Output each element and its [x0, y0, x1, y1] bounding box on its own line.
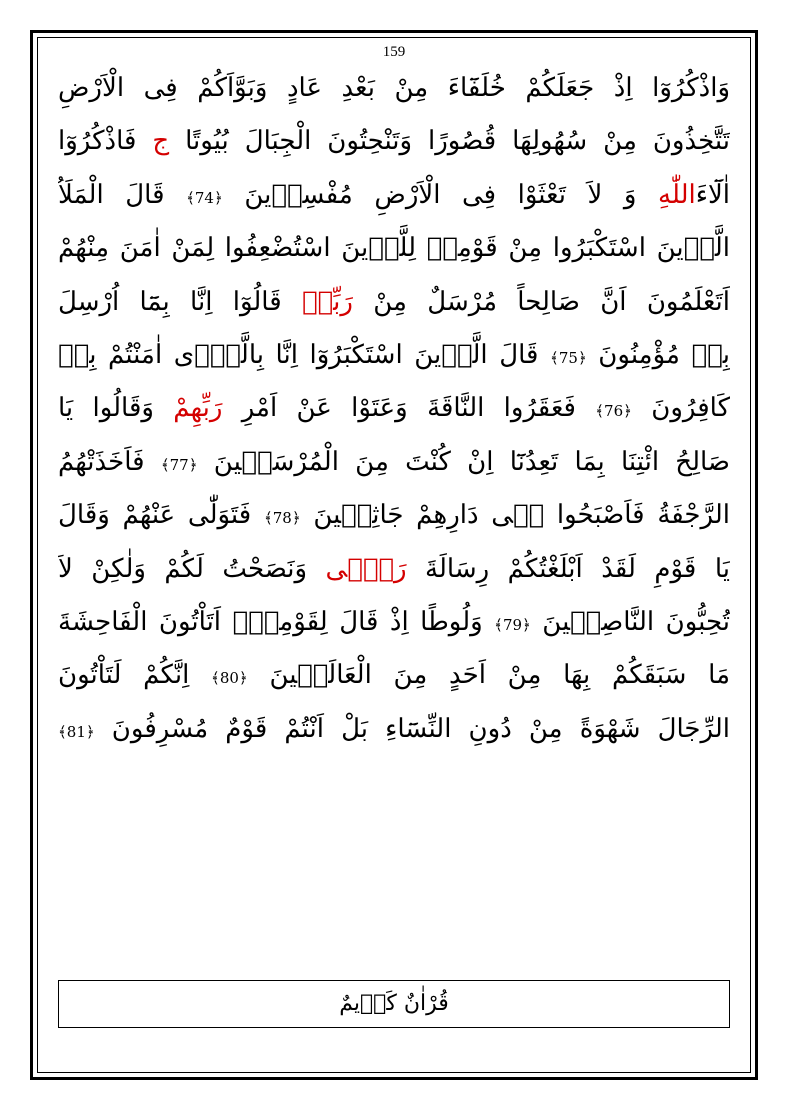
highlighted-word: ج: [136, 126, 186, 157]
verse-line: [58, 436, 730, 489]
footer-title: قُرْاٰنٌ كَرٖيمٌ: [339, 991, 449, 1016]
footer-box: [58, 980, 730, 1028]
verse-line: [58, 596, 730, 649]
verse-segment: قَالَ الَّذٖينَ اسْتَكْبَرُوٓا اِنَّا بِالَّذٖٓى اٰمَنْتُمْ بِهٖ: [58, 339, 551, 370]
verse-text-block: [58, 62, 730, 756]
verse-segment: يَا قَوْمِ لَقَدْ اَبْلَغْتُكُمْ رِسَالَةَ: [406, 553, 730, 584]
verse-segment: بِهٖ مُؤْمِنُونَ: [586, 339, 730, 370]
verse-segment: تُحِبُّونَ النَّاصِحٖينَ: [530, 606, 730, 637]
highlighted-word: رَبِّهٖ: [301, 286, 353, 317]
verse-segment: فَاَخَذَتْهُمُ: [58, 446, 161, 477]
verse-number-mark: ﴿77﴾: [160, 455, 198, 474]
verse-number-mark: ﴿76﴾: [595, 402, 632, 421]
verse-line: [58, 543, 730, 596]
verse-segment: فَعَقَرُوا النَّاقَةَ وَعَتَوْا عَنْ اَمْرِ: [222, 393, 596, 424]
verse-number-mark: ﴿79﴾: [494, 615, 531, 634]
highlighted-word: اللّٰهِ: [658, 179, 696, 210]
verse-line: [58, 169, 730, 222]
verse-line: [58, 222, 730, 275]
verse-segment: الرِّجَالَ شَهْوَةً مِنْ دُونِ النِّسَٓاءِ بَلْ اَنْتُمْ قَوْمٌ مُسْرِفُونَ: [94, 713, 730, 744]
verse-line: [58, 703, 730, 756]
verse-line: [58, 382, 730, 435]
verse-line: [58, 62, 730, 115]
verse-line: [58, 489, 730, 542]
verse-segment: فَاذْكُرُوٓا: [58, 126, 137, 157]
verse-segment: مَا سَبَقَكُمْ بِهَا مِنْ اَحَدٍ مِنَ الْعَالَمٖينَ: [247, 660, 730, 691]
verse-segment: تَتَّخِذُونَ مِنْ سُهُولِهَا قُصُورًا وَتَنْحِتُونَ الْجِبَالَ بُيُوتًا: [185, 126, 730, 157]
verse-line: [58, 649, 730, 702]
verse-segment: صَالِحُ ائْتِنَا بِمَا تَعِدُنَٓا اِنْ كُنْتَ مِنَ الْمُرْسَلٖينَ: [197, 446, 730, 477]
verse-segment: وَقَالُوا يَا: [58, 393, 174, 424]
verse-number-mark: ﴿78﴾: [263, 509, 301, 528]
verse-number-mark: ﴿81﴾: [58, 722, 95, 741]
verse-number-mark: ﴿74﴾: [186, 188, 223, 207]
verse-number-mark: ﴿75﴾: [550, 348, 587, 367]
verse-number-mark: ﴿80﴾: [211, 669, 248, 688]
highlighted-word: رَبّٖى: [325, 553, 407, 584]
verse-segment: الرَّجْفَةُ فَاَصْبَحُوا فٖى دَارِهِمْ جَاثِمٖينَ: [300, 500, 730, 531]
verse-segment: قَالُوٓا اِنَّا بِمَٓا اُرْسِلَ: [58, 286, 302, 317]
verse-segment: كَافِرُونَ: [631, 393, 730, 424]
verse-segment: اَتَعْلَمُونَ اَنَّ صَالِحاً مُرْسَلٌ مِنْ: [352, 286, 730, 317]
verse-segment: اٰلَٓاءَ: [695, 179, 730, 210]
verse-segment: وَلُوطًا اِذْ قَالَ لِقَوْمِهٖٓ اَتَاْتُونَ الْفَاحِشَةَ: [58, 606, 495, 637]
verse-segment: الَّذٖينَ اسْتَكْبَرُوا مِنْ قَوْمِهٖ لِلَّذٖينَ اسْتُضْعِفُوا لِمَنْ اٰمَنَ مِنْهُمْ: [58, 233, 730, 264]
verse-segment: قَالَ الْمَلَاُ: [58, 179, 187, 210]
verse-segment: فَتَوَلّٰى عَنْهُمْ وَقَالَ: [58, 500, 264, 531]
verse-segment: وَنَصَحْتُ لَكُمْ وَلٰكِنْ لاَ: [58, 553, 326, 584]
highlighted-word: رَبِّهِمْ: [173, 393, 223, 424]
verse-line: [58, 115, 730, 168]
verse-line: [58, 329, 730, 382]
verse-segment: وَ لاَ تَعْثَوْا فِى الْاَرْضِ مُفْسِدٖينَ: [222, 179, 659, 210]
verse-line: [58, 276, 730, 329]
page-number: 159: [382, 44, 406, 60]
verse-segment: وَاذْكُرُوٓا اِذْ جَعَلَكُمْ خُلَفَٓاءَ مِنْ بَعْدِ عَادٍ وَبَوَّاَكُمْ فِى الْاَرْضِ: [58, 73, 730, 103]
verse-segment: اِنَّكُمْ لَتَاْتُونَ: [58, 660, 212, 691]
